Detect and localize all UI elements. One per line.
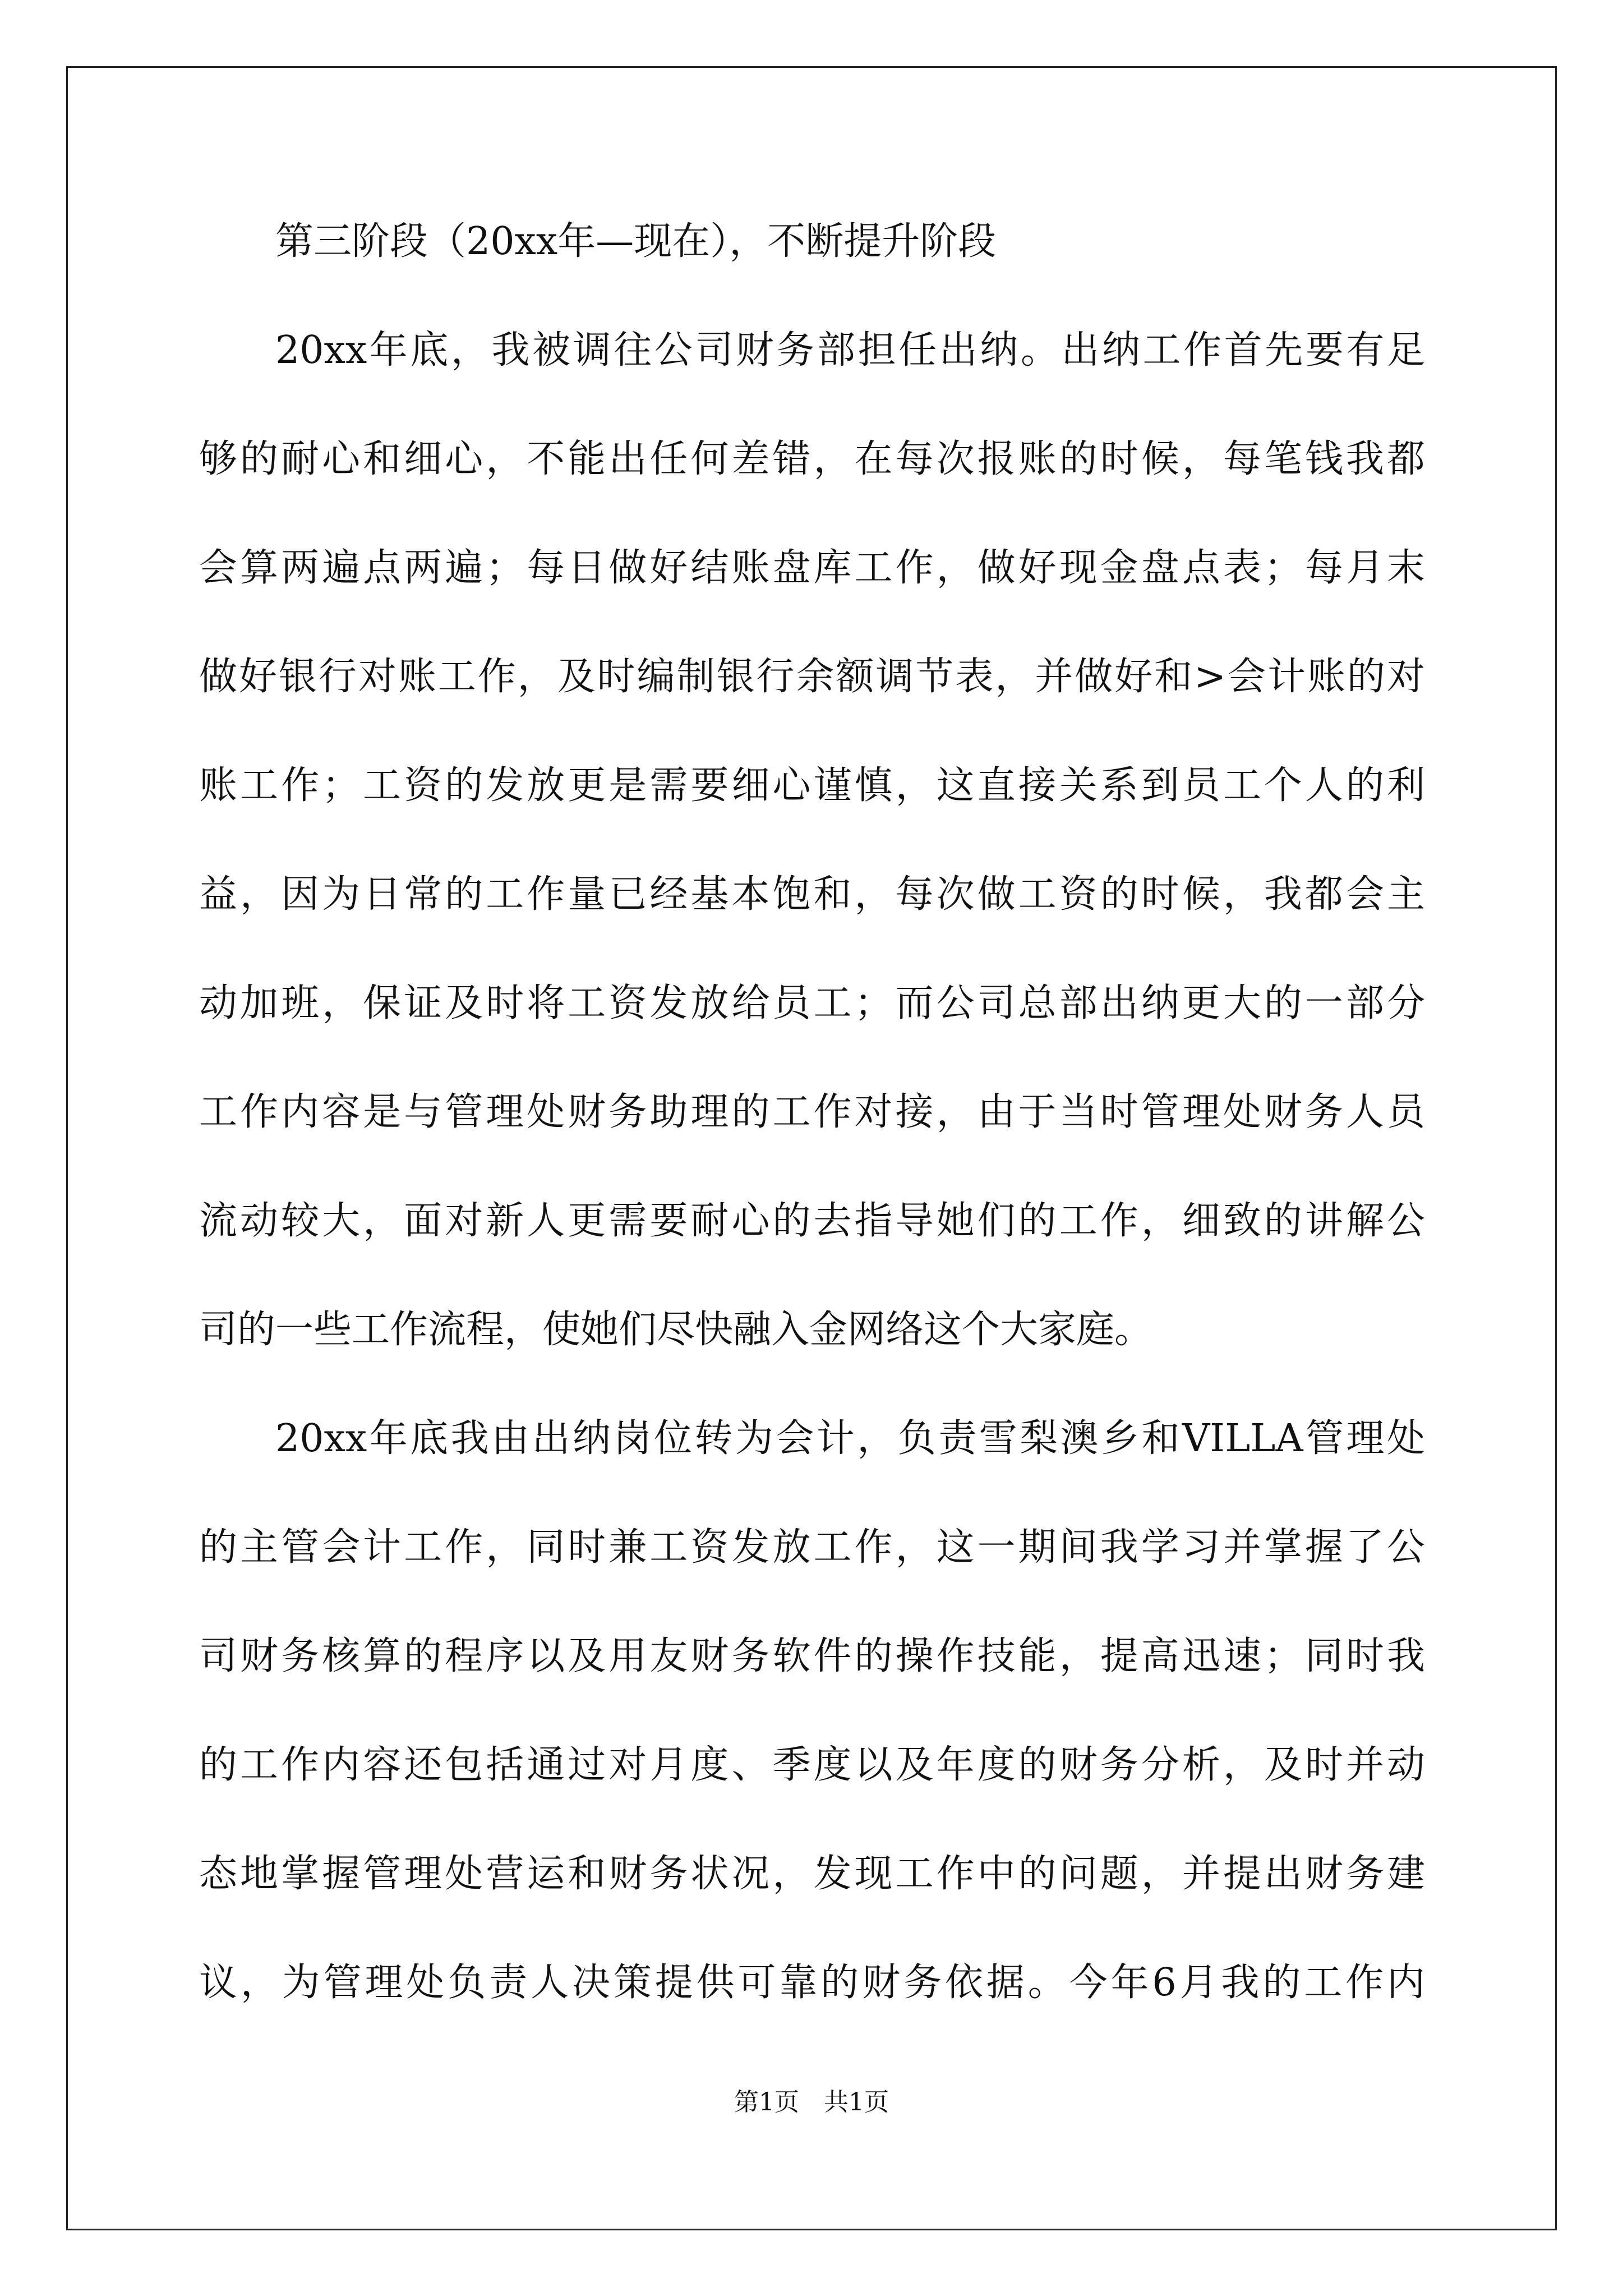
paragraph-line: 会算两遍点两遍；每日做好结账盘库工作，做好现金盘点表；每月末 xyxy=(199,546,1425,590)
paragraph-line: 流动较大，面对新人更需要耐心的去指导她们的工作，细致的讲解公 xyxy=(199,1199,1425,1243)
paragraph-line: 态地掌握管理处营运和财务状况，发现工作中的问题，并提出财务建 xyxy=(199,1852,1425,1896)
paragraph-1 xyxy=(199,324,1425,1412)
document-body xyxy=(199,215,1425,2010)
paragraph-line: 工作内容是与管理处财务助理的工作对接，由于当时管理处财务人员 xyxy=(199,1090,1425,1134)
paragraph-line: 20xx年底我由出纳岗位转为会计，负责雪梨澳乡和VILLA管理处 xyxy=(275,1416,1425,1461)
paragraph-line: 议，为管理处负责人决策提供可靠的财务依据。今年6月我的工作内 xyxy=(199,1961,1425,2005)
section-heading: 第三阶段（20xx年—现在），不断提升阶段 xyxy=(275,219,997,264)
paragraph-2 xyxy=(199,1412,1425,2010)
paragraph-line: 账工作；工资的发放更是需要细心谨慎，这直接关系到员工个人的利 xyxy=(199,763,1425,808)
paragraph-line: 动加班，保证及时将工资发放给员工；而公司总部出纳更大的一部分 xyxy=(199,981,1425,1025)
paragraph-line: 的工作内容还包括通过对月度、季度以及年度的财务分析，及时并动 xyxy=(199,1743,1425,1787)
paragraph-line: 够的耐心和细心，不能出任何差错，在每次报账的时候，每笔钱我都 xyxy=(199,437,1425,481)
paragraph-line: 司财务核算的程序以及用友财务软件的操作技能，提高迅速；同时我 xyxy=(199,1634,1425,1678)
page-footer: 第1页 共1页 xyxy=(734,2088,889,2116)
paragraph-line: 司的一些工作流程，使她们尽快融入金网络这个大家庭。 xyxy=(199,1308,1153,1352)
paragraph-line: 益，因为日常的工作量已经基本饱和，每次做工资的时候，我都会主 xyxy=(199,872,1425,917)
paragraph-line: 20xx年底，我被调往公司财务部担任出纳。出纳工作首先要有足 xyxy=(275,328,1425,372)
paragraph-line: 做好银行对账工作，及时编制银行余额调节表，并做好和>会计账的对 xyxy=(199,655,1425,699)
paragraph-line: 的主管会计工作，同时兼工资发放工作，这一期间我学习并掌握了公 xyxy=(199,1525,1425,1570)
